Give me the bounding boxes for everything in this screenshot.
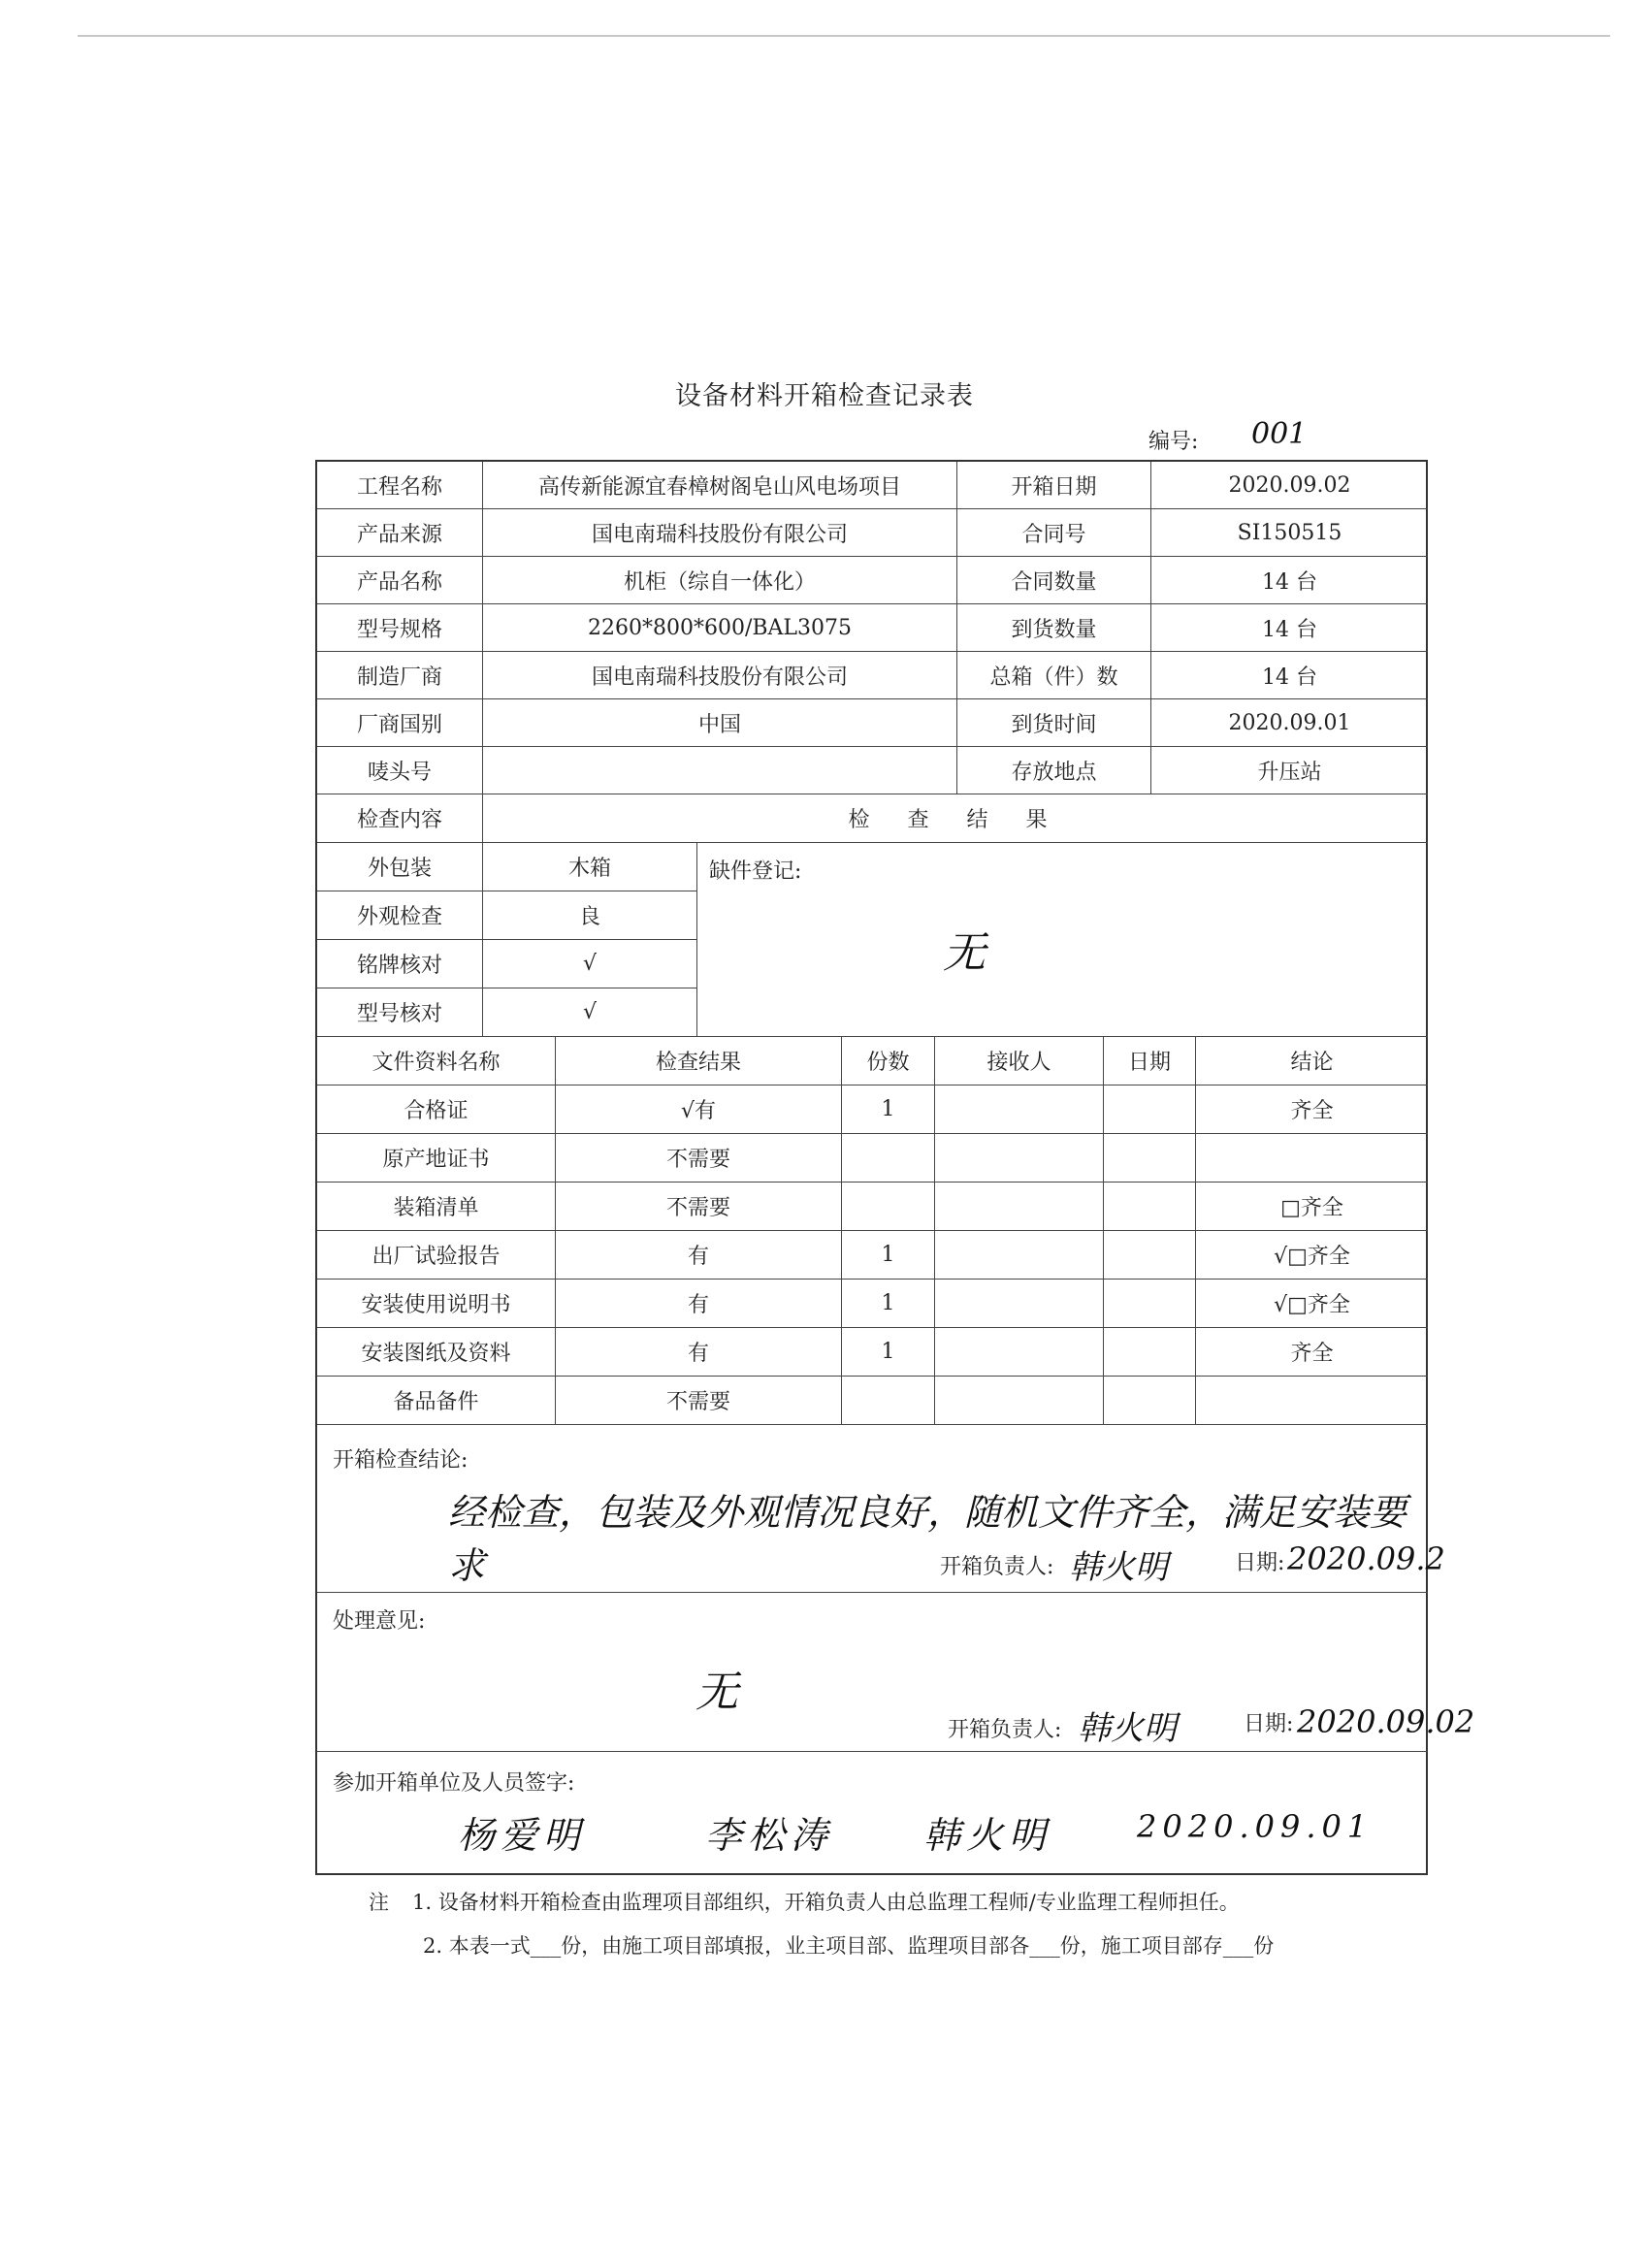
header-row-2-label2: 合同号 (957, 509, 1151, 557)
header-row-3-label: 产品名称 (317, 557, 483, 604)
doc-row-6-conclusion: 齐全 (1196, 1328, 1428, 1377)
doc-row-5-copies: 1 (842, 1280, 935, 1328)
doc-row-7-copies (842, 1377, 935, 1425)
conclusion-date-label: 日期: (1235, 1551, 1285, 1575)
doc-row-4-copies: 1 (842, 1231, 935, 1280)
opinion-person-signature: 韩火明 (1078, 1709, 1177, 1748)
header-row-2-label: 产品来源 (317, 509, 483, 557)
header-row-6-value2: 2020.09.01 (1151, 699, 1428, 747)
participant-signature-2: 李松涛 (705, 1814, 834, 1857)
header-row-1-label: 工程名称 (317, 462, 483, 509)
header-row-7-value (483, 747, 957, 794)
header-row-7-value2: 升压站 (1151, 747, 1428, 794)
doc-row-3-receiver (935, 1183, 1104, 1231)
header-row-2-value2: SI150515 (1151, 509, 1428, 557)
doc-row-2-name: 原产地证书 (317, 1134, 556, 1183)
header-row-7-label2: 存放地点 (957, 747, 1151, 794)
scan-edge-line (78, 35, 1610, 37)
doc-row-2-result: 不需要 (556, 1134, 842, 1183)
header-row-3-value2: 14 台 (1151, 557, 1428, 604)
opinion-text: 无 (695, 1668, 738, 1717)
header-row-5-value2: 14 台 (1151, 652, 1428, 699)
doc-header-receiver: 接收人 (935, 1037, 1104, 1085)
doc-row-3-result: 不需要 (556, 1183, 842, 1231)
header-row-5-value: 国电南瑞科技股份有限公司 (483, 652, 957, 699)
doc-header-conclusion: 结论 (1196, 1037, 1428, 1085)
doc-row-3-copies (842, 1183, 935, 1231)
conclusion-date: 2020.09.2 (1287, 1540, 1445, 1577)
conclusion-text: 经检查，包装及外观情况良好，随机文件齐全，满足安装要求 (448, 1491, 1407, 1587)
doc-row-2-date (1104, 1134, 1196, 1183)
doc-row-7-conclusion (1196, 1377, 1428, 1425)
doc-row-1-date (1104, 1085, 1196, 1134)
note-prefix: 注 (369, 1891, 389, 1914)
doc-row-1-conclusion: 齐全 (1196, 1085, 1428, 1134)
doc-row-2-receiver (935, 1134, 1104, 1183)
inspection-result-label: 检 查 结 果 (483, 794, 1428, 843)
header-row-4-value2: 14 台 (1151, 604, 1428, 652)
note-1 (369, 1887, 1240, 1916)
header-row-5-label2: 总箱（件）数 (957, 652, 1151, 699)
opinion-label: 处理意见: (333, 1609, 426, 1634)
inspection-item-3-label: 铭牌核对 (317, 940, 483, 988)
doc-row-5-result: 有 (556, 1280, 842, 1328)
doc-row-4-receiver (935, 1231, 1104, 1280)
doc-row-6-copies: 1 (842, 1328, 935, 1377)
inspection-item-4-label: 型号核对 (317, 988, 483, 1037)
inspection-item-2-value: 良 (483, 891, 697, 940)
doc-header-result: 检查结果 (556, 1037, 842, 1085)
header-row-1-value2: 2020.09.02 (1151, 462, 1428, 509)
header-row-2-value: 国电南瑞科技股份有限公司 (483, 509, 957, 557)
doc-row-6-name: 安装图纸及资料 (317, 1328, 556, 1377)
doc-row-5-receiver (935, 1280, 1104, 1328)
conclusion-person-signature: 韩火明 (1069, 1548, 1168, 1587)
participant-signature-1: 杨爱明 (458, 1814, 587, 1857)
header-row-4-value: 2260*800*600/BAL3075 (483, 604, 957, 652)
doc-row-3-conclusion: □齐全 (1196, 1183, 1428, 1231)
doc-row-5-name: 安装使用说明书 (317, 1280, 556, 1328)
doc-row-1-copies: 1 (842, 1085, 935, 1134)
doc-row-7-result: 不需要 (556, 1377, 842, 1425)
inspection-item-4-value: √ (483, 988, 697, 1037)
header-row-3-value: 机柜（综自一体化） (483, 557, 957, 604)
header-row-6-label: 厂商国别 (317, 699, 483, 747)
doc-row-2-copies (842, 1134, 935, 1183)
note-1-text: 1. 设备材料开箱检查由监理项目部组织，开箱负责人由总监理工程师/专业监理工程师担任。 (412, 1891, 1240, 1914)
header-row-4-label2: 到货数量 (957, 604, 1151, 652)
participants-date: 2020.09.01 (1137, 1808, 1374, 1845)
opinion-date-label: 日期: (1244, 1712, 1294, 1736)
doc-row-2-conclusion (1196, 1134, 1428, 1183)
header-row-5-label: 制造厂商 (317, 652, 483, 699)
doc-row-4-result: 有 (556, 1231, 842, 1280)
doc-row-1-receiver (935, 1085, 1104, 1134)
conclusion-person-label: 开箱负责人: (940, 1555, 1054, 1579)
opinion-date: 2020.09.02 (1297, 1703, 1475, 1740)
doc-row-3-name: 装箱清单 (317, 1183, 556, 1231)
doc-row-5-date (1104, 1280, 1196, 1328)
header-row-6-label2: 到货时间 (957, 699, 1151, 747)
inspection-content-label: 检查内容 (317, 794, 483, 843)
participant-signature-3: 韩火明 (923, 1814, 1052, 1857)
defect-register-value: 无 (943, 928, 986, 978)
doc-row-7-receiver (935, 1377, 1104, 1425)
header-row-6-value: 中国 (483, 699, 957, 747)
serial-label: 编号: (1148, 430, 1199, 454)
header-row-3-label2: 合同数量 (957, 557, 1151, 604)
doc-row-6-receiver (935, 1328, 1104, 1377)
defect-register-cell (697, 843, 1428, 1037)
serial-value: 001 (1251, 417, 1308, 451)
doc-row-4-date (1104, 1231, 1196, 1280)
header-row-1-value: 高传新能源宜春樟树阁皂山风电场项目 (483, 462, 957, 509)
conclusion-label: 开箱检查结论: (333, 1448, 469, 1473)
inspection-form (315, 460, 1475, 1875)
doc-row-6-date (1104, 1328, 1196, 1377)
note-2: 2. 本表一式___份，由施工项目部填报，业主项目部、监理项目部各___份，施工项目部存___份 (423, 1934, 1275, 1958)
header-row-1-label2: 开箱日期 (957, 462, 1151, 509)
doc-row-4-name: 出厂试验报告 (317, 1231, 556, 1280)
doc-row-7-name: 备品备件 (317, 1377, 556, 1425)
doc-header-copies: 份数 (842, 1037, 935, 1085)
doc-header-date: 日期 (1104, 1037, 1196, 1085)
doc-row-1-result: √有 (556, 1085, 842, 1134)
header-row-4-label: 型号规格 (317, 604, 483, 652)
inspection-item-1-value: 木箱 (483, 843, 697, 891)
doc-row-1-name: 合格证 (317, 1085, 556, 1134)
doc-row-6-result: 有 (556, 1328, 842, 1377)
inspection-item-3-value: √ (483, 940, 697, 988)
doc-header-name: 文件资料名称 (317, 1037, 556, 1085)
doc-row-4-conclusion: √□齐全 (1196, 1231, 1428, 1280)
doc-row-5-conclusion: √□齐全 (1196, 1280, 1428, 1328)
inspection-item-1-label: 外包装 (317, 843, 483, 891)
opinion-person-label: 开箱负责人: (948, 1718, 1062, 1742)
defect-register-label: 缺件登记: (709, 859, 802, 884)
header-row-7-label: 唛头号 (317, 747, 483, 794)
inspection-item-2-label: 外观检查 (317, 891, 483, 940)
doc-row-3-date (1104, 1183, 1196, 1231)
participants-label: 参加开箱单位及人员签字: (333, 1771, 575, 1796)
doc-row-7-date (1104, 1377, 1196, 1425)
document-title: 设备材料开箱检查记录表 (675, 381, 974, 411)
